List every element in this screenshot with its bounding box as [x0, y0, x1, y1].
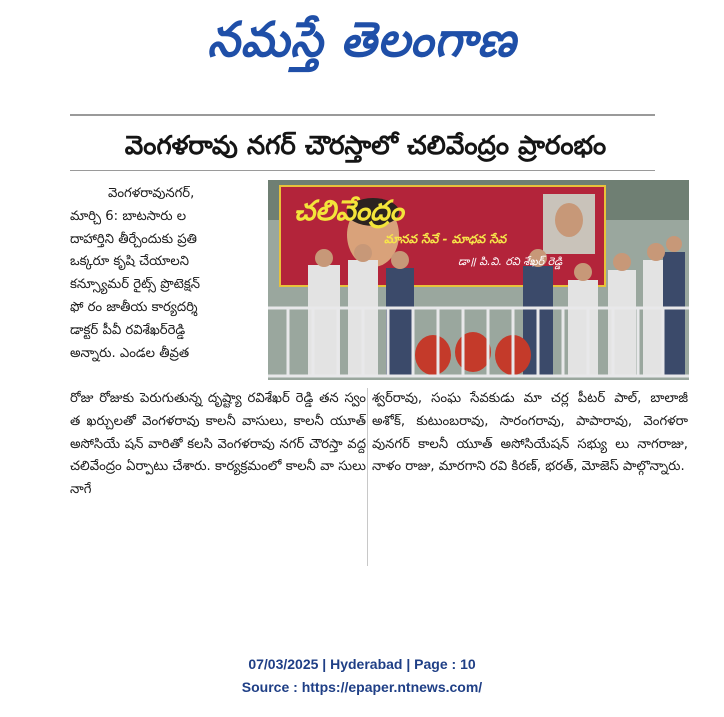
banner-subtitle: మానవ సేవే - మాధవ సేవ — [384, 232, 507, 246]
article-text-right-column: శ్వర్‌రావు, సంఘ సేవకుడు మా చర్ల పీటర్ పాల్, బాలాజీ అశోక్, కుటుంబరావు, సారంగరావు, పాపారావు, వెంగళరా వునగర్ కాలనీ యూత్ అసోసియేషన్ సభ్యు లు నాగరాజు, నాళం రాజు, మారగాని రవి కిరణ్, భరత్, మోజెస్ పాల్గొన్నారు. — [372, 391, 688, 475]
article-line: డాక్టర్ పీవీ రవిశేఖర్‌రెడ్డి — [70, 322, 186, 338]
article-line: మార్చి 6: బాటసారు ల — [70, 208, 187, 224]
article-line: దాహార్తిని తీర్చేందుకు ప్రతి — [70, 231, 197, 247]
column-divider — [367, 388, 368, 566]
event-photo — [268, 180, 689, 380]
article-line: వెంగళరావునగర్, — [108, 186, 195, 201]
page-footer — [0, 653, 724, 699]
banner-signature: డా॥ పి.వి. రవి శేఖర్ రెడ్డి — [458, 255, 563, 268]
newspaper-title: నమస్తే తెలంగాణ — [207, 10, 517, 68]
article-line: అన్నారు. ఎండల తీవ్రత — [70, 345, 190, 361]
article-line: ఒక్కరూ కృషి చేయాలని — [70, 254, 189, 270]
masthead — [0, 4, 724, 74]
headline-top-rule — [70, 114, 655, 116]
article-line: ఫో రం జాతీయ కార్యదర్శి — [70, 299, 198, 315]
source-link[interactable]: Source : https://epaper.ntnews.com/ — [241, 679, 483, 695]
article-line: కన్స్యూమర్ రైట్స్ ప్రొటెక్షన్ — [70, 277, 200, 293]
article-text-bottom-left: రోజు రోజుకు పెరుగుతున్న దృష్ట్యా రవిశేఖర్ రెడ్డి తన స్వం త ఖర్చులతో వెంగళరావు కాలనీ వాసులు, కాలనీ యూత్ అసోసియే షన్ వారితో కలసి వెంగళరావు నగర్ చౌరస్తా వద్ద చలివేంద్రం ఏర్పాటు చేశారు. కార్యక్రమంలో కాలనీ వా సులు నాగే — [70, 391, 366, 498]
article-headline: వెంగళరావు నగర్ చౌరస్తాలో చలివేంద్రం ప్రారంభం — [124, 131, 607, 161]
edition-info: 07/03/2025 | Hyderabad | Page : 10 — [248, 656, 476, 672]
headline-bottom-rule — [70, 170, 655, 171]
banner-title: చలివేంద్రం — [294, 194, 404, 227]
